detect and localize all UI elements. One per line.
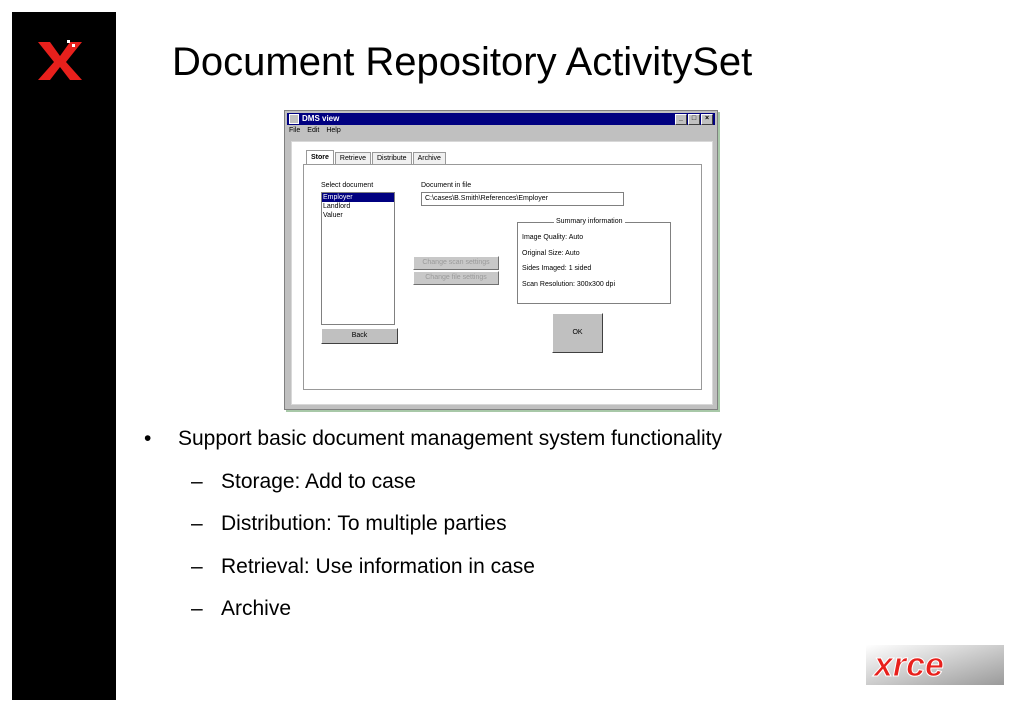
ok-button[interactable]: OK [552,313,603,353]
summary-title: Summary information [556,218,623,225]
list-item-valuer[interactable]: Valuer [323,212,343,219]
sub-bullet-distribution: Distribution: To multiple parties [221,512,507,535]
svg-text:xrce: xrce [874,646,944,684]
select-document-label: Select document [321,182,374,189]
summary-information-group [517,218,671,304]
menu-help[interactable]: Help [326,127,341,134]
sub-bullet-archive: Archive [221,597,292,620]
scan-resolution-text: Scan Resolution: 300x300 dpi [522,281,616,288]
change-scan-settings-button[interactable]: Change scan settings [413,256,499,270]
menu-bar [289,127,341,134]
back-button[interactable]: Back [321,328,398,344]
dash-mark: – [191,555,203,578]
xrce-logo-icon [866,645,1004,685]
close-button[interactable]: × [701,114,713,125]
menu-file[interactable]: File [289,127,301,134]
dms-view-window [284,110,718,410]
image-quality-text: Image Quality: Auto [522,234,584,241]
tab-archive[interactable]: Archive [413,152,446,164]
store-panel [303,164,702,390]
window-content [291,141,713,405]
maximize-button[interactable]: □ [688,114,700,125]
bullet-mark: • [144,427,152,450]
app-icon [289,114,299,124]
tab-strip [306,152,447,164]
minimize-button[interactable]: _ [675,114,687,125]
dash-mark: – [191,597,203,620]
dash-mark: – [191,512,203,535]
window-title: DMS view [302,114,340,123]
tab-distribute[interactable]: Distribute [372,152,412,164]
left-sidebar-bar [12,12,116,700]
document-in-file-field[interactable]: C:\cases\B.Smith\References\Employer [421,192,624,206]
document-listbox[interactable] [321,192,395,325]
sides-imaged-text: Sides Imaged: 1 sided [522,265,592,272]
list-item-employer[interactable]: Employer [322,193,394,202]
xerox-x-logo-icon [36,36,84,84]
tab-retrieve[interactable]: Retrieve [335,152,371,164]
window-titlebar[interactable] [287,113,715,125]
original-size-text: Original Size: Auto [522,250,580,257]
sub-bullet-storage: Storage: Add to case [221,470,416,493]
sub-bullet-retrieval: Retrieval: Use information in case [221,555,535,578]
tab-store[interactable]: Store [306,150,334,164]
dash-mark: – [191,470,203,493]
bullet-main: Support basic document management system functionality [178,427,722,450]
menu-edit[interactable]: Edit [307,127,320,134]
change-file-settings-button[interactable]: Change file settings [413,271,499,285]
list-item-landlord[interactable]: Landlord [323,203,351,210]
document-in-file-label: Document in file [421,182,472,189]
slide-title: Document Repository ActivitySet [172,40,753,84]
